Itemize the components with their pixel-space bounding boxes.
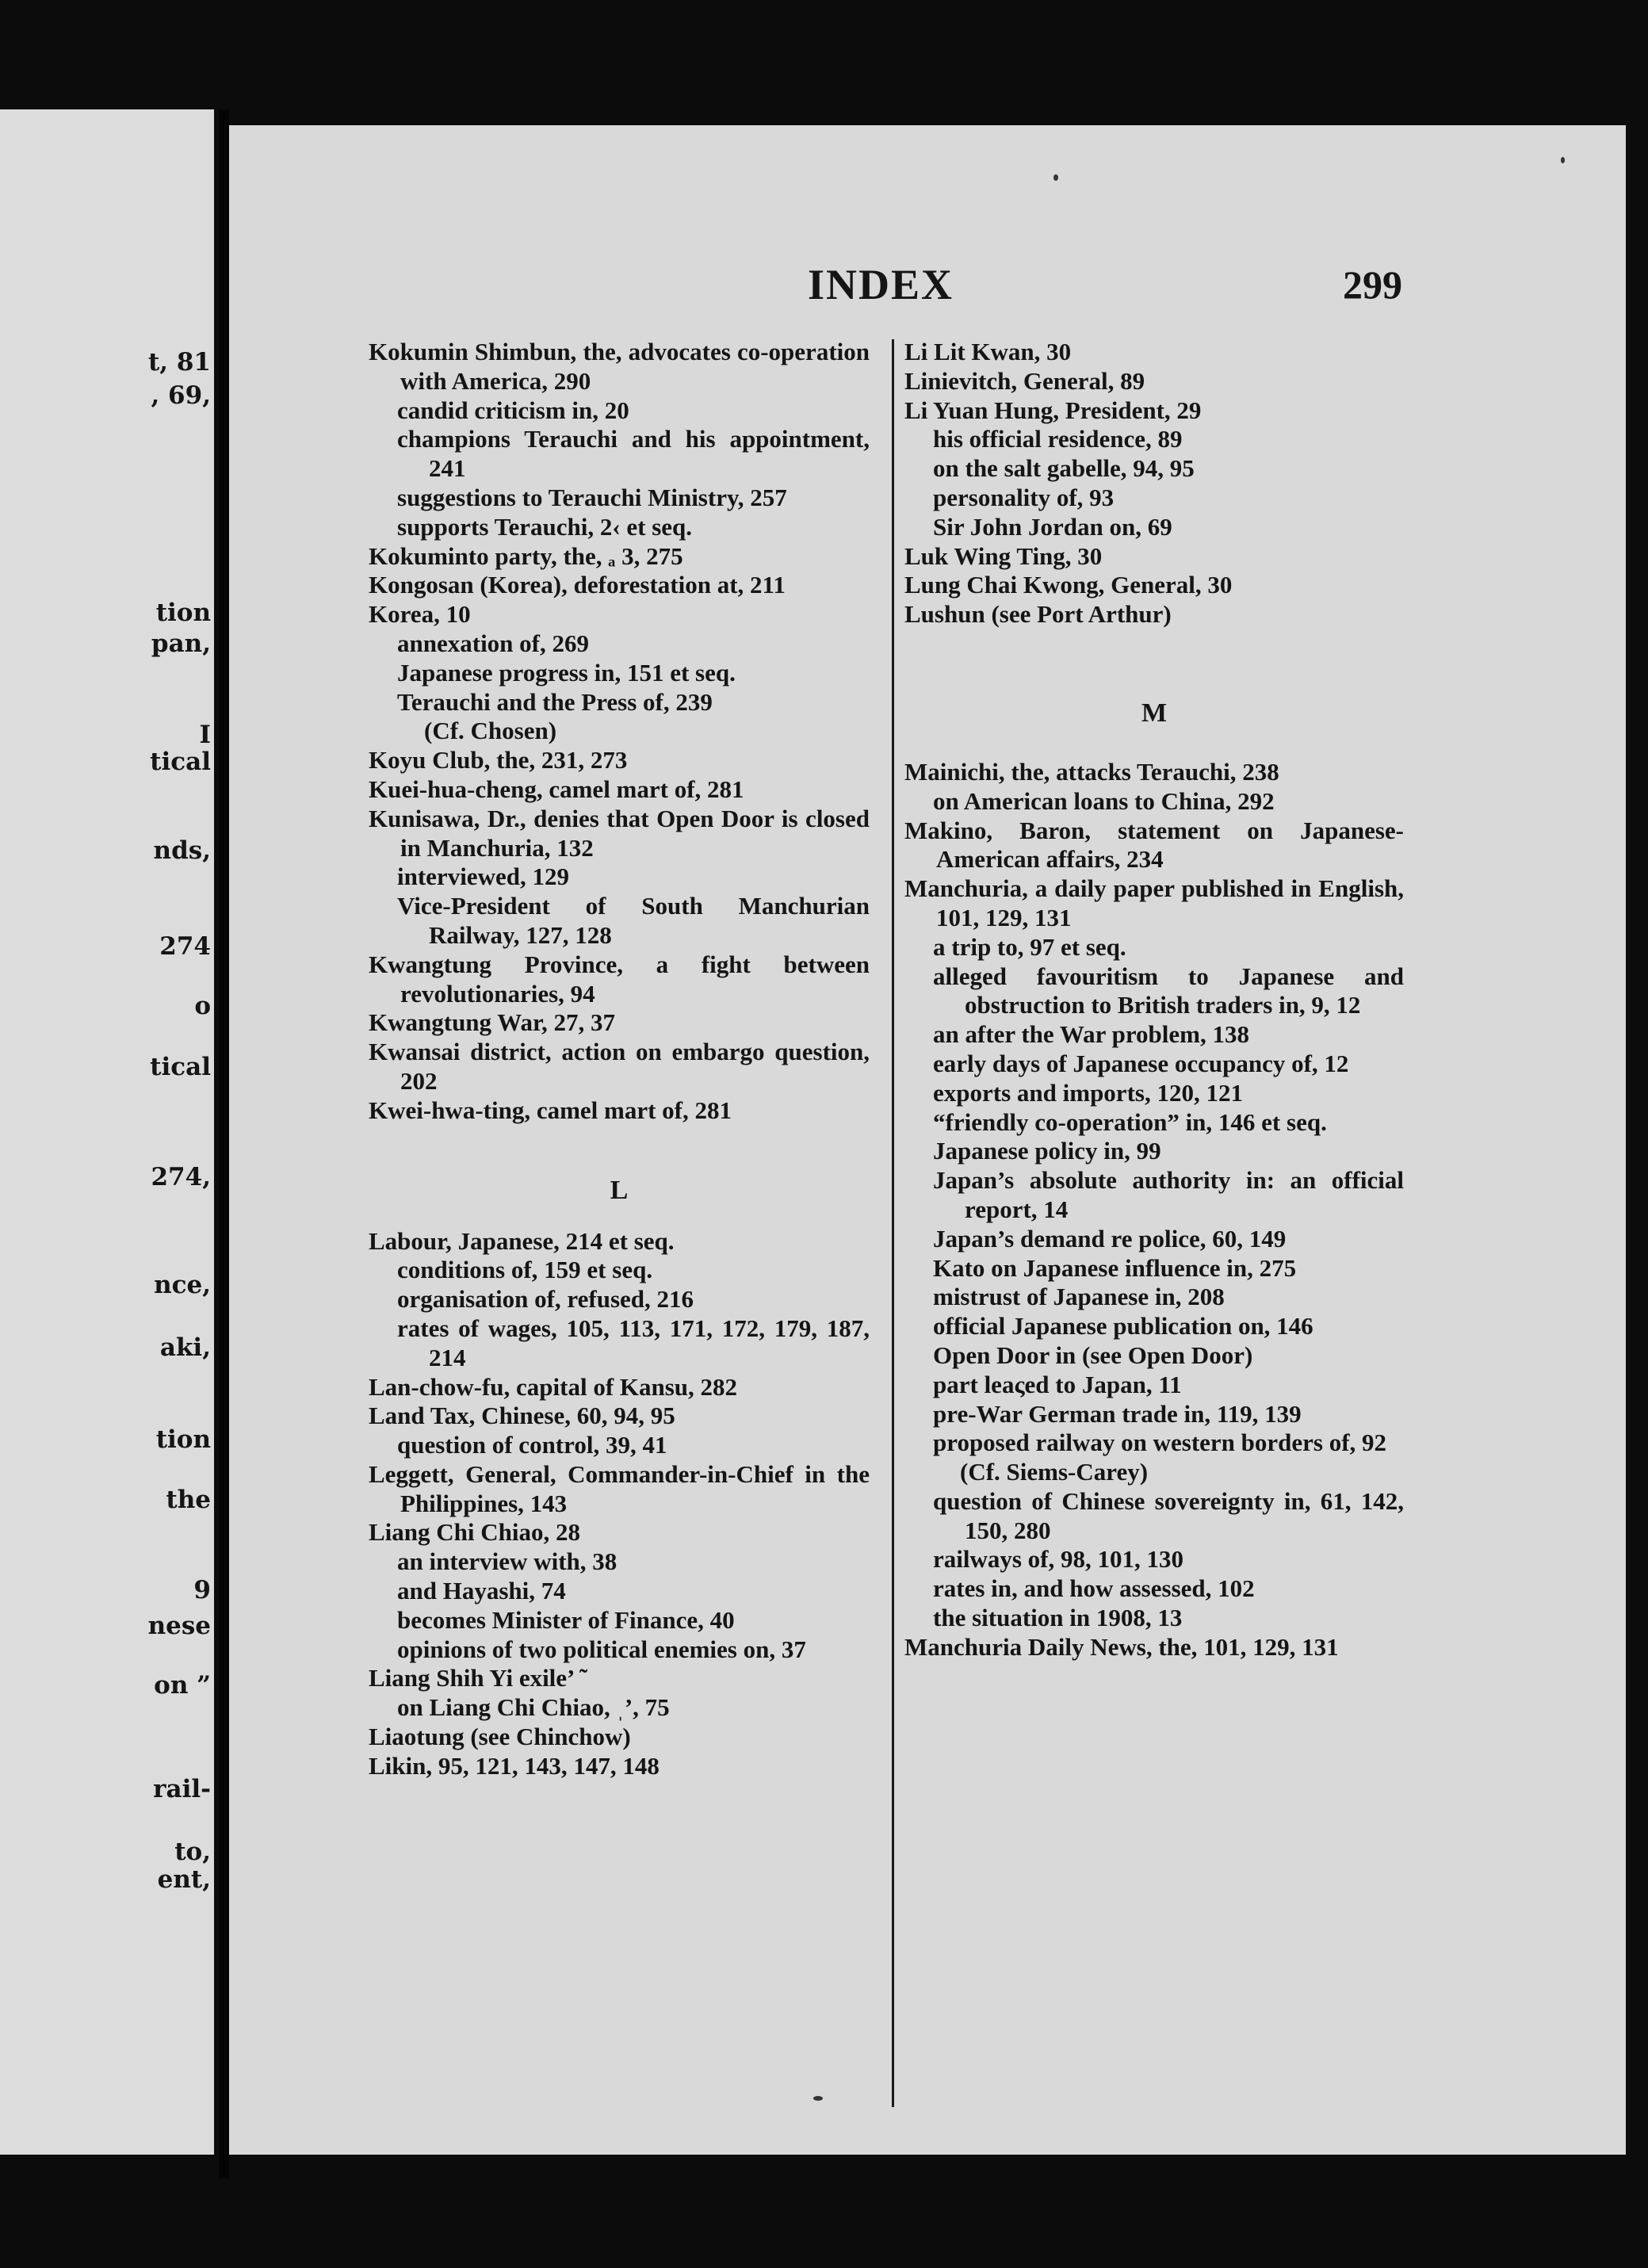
index-subentry: Sir John Jordan on, 69 — [933, 512, 1172, 541]
index-entry: Kokuminto party, the, ₐ 3, 275 — [369, 541, 683, 570]
fragment: o — [194, 992, 211, 1020]
index-subentry: railways of, 98, 101, 130 — [933, 1545, 1184, 1574]
index-subentry: Japanese policy in, 99 — [933, 1137, 1161, 1165]
index-entry: Liaotung (see Chinchow) — [369, 1723, 631, 1751]
page-header — [229, 260, 1626, 316]
cross-reference: (Cf. Chosen) — [424, 717, 557, 745]
index-subentry: Vice-President of South Manchurian Railway, 127, 128 — [397, 892, 870, 949]
paper-speck — [813, 2096, 823, 2101]
fragment: nce, — [154, 1271, 211, 1299]
index-subentry: on the salt gabelle, 94, 95 — [933, 454, 1195, 483]
index-entry: Kwangtung Province, a fight between revolutionaries, 94 — [369, 950, 870, 1008]
index-entry: Manchuria Daily News, the, 101, 129, 131 — [904, 1632, 1339, 1661]
index-entry: Kongosan (Korea), deforestation at, 211 — [369, 571, 786, 599]
index-entry: Kokumin Shimbun, the, advocates co-operation with America, 290 — [369, 338, 870, 395]
cross-reference: (Cf. Siems-Carey) — [960, 1458, 1149, 1486]
index-subentry: rates of wages, 105, 113, 171, 172, 179, 187, 214 — [397, 1314, 870, 1371]
index-subentry: Kato on Japanese influence in, 275 — [933, 1253, 1297, 1282]
section-letter-l: L — [610, 1175, 629, 1205]
index-subentry: on American loans to China, 292 — [933, 786, 1275, 815]
index-subentry: the situation in 1908, 13 — [933, 1604, 1183, 1632]
fragment: 274 — [159, 932, 211, 961]
index-subentry: pre-War German trade in, 119, 139 — [933, 1399, 1302, 1428]
index-entry: Korea, 10 — [369, 600, 471, 629]
fragment: tion — [155, 599, 211, 627]
index-subentry: question of Chinese sovereignty in, 61, 142, 150, 280 — [933, 1486, 1404, 1544]
index-subentry: Japan’s demand re police, 60, 149 — [933, 1224, 1287, 1253]
fragment: , 69, — [151, 381, 211, 410]
index-entry: Luk Wing Ting, 30 — [904, 541, 1103, 570]
index-entry: Linievitch, General, 89 — [904, 366, 1145, 395]
index-subentry: organisation of, refused, 216 — [397, 1285, 694, 1314]
index-entry: Koyu Club, the, 231, 273 — [369, 746, 628, 774]
fragment: nds, — [153, 836, 211, 865]
index-subentry: annexation of, 269 — [397, 629, 589, 657]
fragment: nese — [147, 1612, 211, 1640]
index-subentry: part leaςed to Japan, 11 — [933, 1370, 1182, 1398]
index-column-left — [369, 338, 870, 1781]
index-entry: Manchuria, a daily paper published in English, 101, 129, 131 — [904, 874, 1404, 931]
index-entry: Li Lit Kwan, 30 — [904, 338, 1072, 365]
index-subentry: a trip to, 97 et seq. — [933, 932, 1126, 961]
page-number: 299 — [1343, 262, 1402, 307]
index-subentry: conditions of, 159 et seq. — [397, 1256, 653, 1284]
index-entry: Labour, Japanese, 214 et seq. — [369, 1226, 675, 1255]
index-subentry: Japan’s absolute authority in: an official report, 14 — [933, 1166, 1404, 1223]
index-subentry: candid criticism in, 20 — [397, 396, 629, 424]
index-entry: Kunisawa, Dr., denies that Open Door is closed in Manchuria, 132 — [369, 804, 870, 862]
index-subentry: opinions of two political enemies on, 37 — [397, 1635, 806, 1663]
index-subentry: becomes Minister of Finance, 40 — [397, 1605, 735, 1634]
index-entry: Land Tax, Chinese, 60, 94, 95 — [369, 1402, 675, 1430]
index-subentry: on Liang Chi Chiao, ˌ’, 75 — [397, 1693, 670, 1722]
fragment: rail- — [153, 1775, 211, 1803]
index-subentry: interviewed, 129 — [397, 862, 569, 891]
index-entry: Likin, 95, 121, 143, 147, 148 — [369, 1751, 660, 1780]
index-entry: Liang Shih Yi exile’ ˜ — [369, 1664, 588, 1692]
fragment: ent, — [157, 1865, 211, 1894]
index-column-right — [904, 338, 1404, 1662]
fragment: t, 81 — [147, 348, 211, 377]
index-entry: Li Yuan Hung, President, 29 — [904, 396, 1202, 424]
index-entry: Lan-chow-fu, capital of Kansu, 282 — [369, 1372, 738, 1401]
index-subentry: Terauchi and the Press of, 239 — [397, 687, 713, 716]
index-subentry: proposed railway on western borders of, 92 — [933, 1428, 1387, 1457]
index-subentry: champions Terauchi and his appointment, 241 — [397, 425, 870, 483]
fragment: to, — [174, 1838, 211, 1866]
index-subentry: supports Terauchi, 2‹ et seq. — [397, 512, 693, 541]
index-subentry: mistrust of Japanese in, 208 — [933, 1283, 1225, 1311]
index-entry: Liang Chi Chiao, 28 — [369, 1518, 581, 1547]
index-subentry: rates in, and how assessed, 102 — [933, 1574, 1255, 1603]
fragment: aki, — [159, 1333, 211, 1362]
fragment: I — [199, 721, 211, 749]
fragment: tical — [150, 1053, 211, 1081]
index-subentry: suggestions to Terauchi Ministry, 257 — [397, 483, 787, 511]
index-entry: Makino, Baron, statement on Japanese-American affairs, 234 — [904, 816, 1404, 874]
fragment: 9 — [193, 1576, 211, 1604]
index-subentry: “friendly co-operation” in, 146 et seq. — [933, 1107, 1327, 1136]
index-entry: Kuei-hua-cheng, camel mart of, 281 — [369, 774, 744, 803]
index-subentry: and Hayashi, 74 — [397, 1577, 566, 1605]
index-subentry: official Japanese publication on, 146 — [933, 1312, 1313, 1341]
paper-speck — [1053, 174, 1058, 181]
index-entry: Leggett, General, Commander-in-Chief in the Philippines, 143 — [369, 1459, 870, 1517]
index-subentry: early days of Japanese occupancy of, 12 — [933, 1049, 1349, 1077]
index-entry: Lung Chai Kwong, General, 30 — [904, 571, 1233, 599]
index-subentry: Open Door in (see Open Door) — [933, 1341, 1253, 1369]
paper-speck — [1561, 157, 1565, 163]
index-subentry: Japanese progress in, 151 et seq. — [397, 658, 736, 687]
fragment: on ” — [154, 1671, 211, 1700]
index-subentry: an after the War problem, 138 — [933, 1020, 1249, 1049]
index-entry: Kwangtung War, 27, 37 — [369, 1008, 615, 1037]
section-letter-m: M — [1141, 698, 1168, 728]
facing-page-edge — [0, 109, 214, 2155]
index-entry: Kwei-hwa-ting, camel mart of, 281 — [369, 1096, 732, 1124]
column-divider — [892, 339, 894, 2107]
index-subentry: an interview with, 38 — [397, 1547, 618, 1576]
running-head: INDEX — [808, 261, 954, 308]
index-page — [229, 125, 1626, 2155]
binding-gutter-line — [219, 109, 229, 2178]
index-subentry: his official residence, 89 — [933, 425, 1183, 453]
fragment: tion — [155, 1425, 211, 1454]
index-entry: Kwansai district, action on embargo question, 202 — [369, 1038, 870, 1095]
index-subentry: question of control, 39, 41 — [397, 1431, 667, 1459]
fragment: the — [166, 1486, 211, 1514]
fragment: 274, — [151, 1163, 211, 1191]
index-entry: Lushun (see Port Arthur) — [904, 600, 1172, 629]
fragment: pan, — [151, 629, 211, 658]
index-entry: Mainichi, the, attacks Terauchi, 238 — [904, 757, 1279, 786]
facing-page-text-fragments — [143, 109, 214, 2155]
index-subentry: personality of, 93 — [933, 483, 1115, 511]
index-subentry: alleged favouritism to Japanese and obstruction to British traders in, 9, 12 — [933, 962, 1404, 1019]
fragment: tical — [150, 748, 211, 776]
index-subentry: exports and imports, 120, 121 — [933, 1078, 1243, 1107]
